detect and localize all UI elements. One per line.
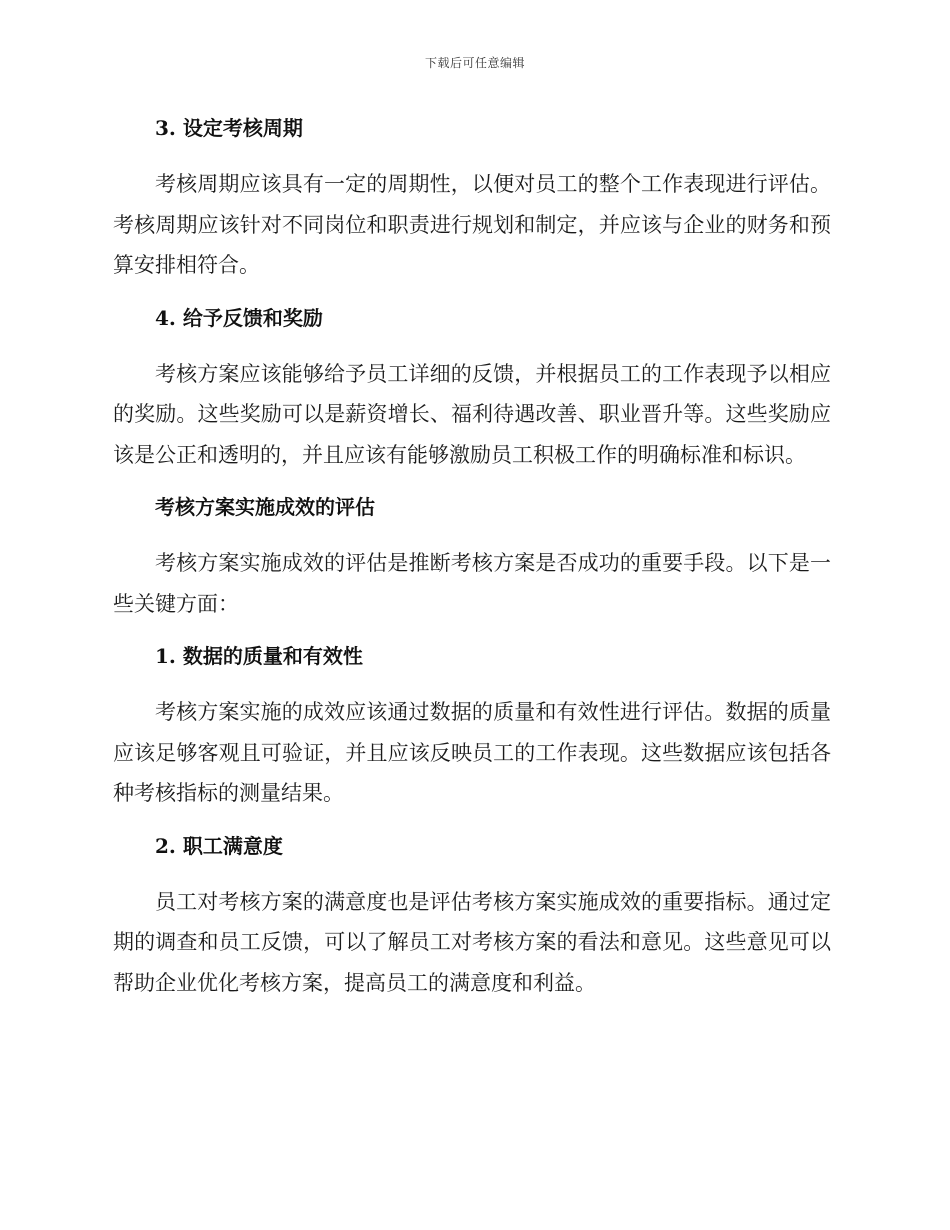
header-note: 下载后可任意编辑 <box>424 56 525 70</box>
paragraph-feedback: 考核方案应该能够给予员工详细的反馈，并根据员工的工作表现予以相应的奖励。这些奖励可以是薪资增长、福利待遇改善、职业晋升等。这些奖励应该是公正和透明的，并且应该有能够激励员工积极工作的明确标准和标识。 <box>113 361 831 467</box>
section-heading-evaluation: 考核方案实施成效的评估 <box>155 495 375 519</box>
section-heading-data-quality: 1. 数据的质量和有效性 <box>155 644 363 668</box>
section-heading-satisfaction: 2. 职工满意度 <box>155 833 283 858</box>
section-heading-cycle: 3. 设定考核周期 <box>155 116 303 140</box>
paragraph-cycle: 考核周期应该具有一定的周期性，以便对员工的整个工作表现进行评估。考核周期应该针对不同岗位和职责进行规划和制定，并应该与企业的财务和预算安排相符合。 <box>113 172 831 277</box>
document-body <box>113 110 831 1003</box>
section-heading-feedback: 4. 给予反馈和奖励 <box>155 305 323 330</box>
paragraph-data-quality: 考核方案实施的成效应该通过数据的质量和有效性进行评估。数据的质量应该足够客观且可验证，并且应该反映员工的工作表现。这些数据应该包括各种考核指标的测量结果。 <box>113 700 831 805</box>
paragraph-satisfaction: 员工对考核方案的满意度也是评估考核方案实施成效的重要指标。通过定期的调查和员工反馈，可以了解员工对考核方案的看法和意见。这些意见可以帮助企业优化考核方案，提高员工的满意度和利益。 <box>113 889 831 995</box>
paragraph-evaluation: 考核方案实施成效的评估是推断考核方案是否成功的重要手段。以下是一些关键方面： <box>113 551 831 616</box>
